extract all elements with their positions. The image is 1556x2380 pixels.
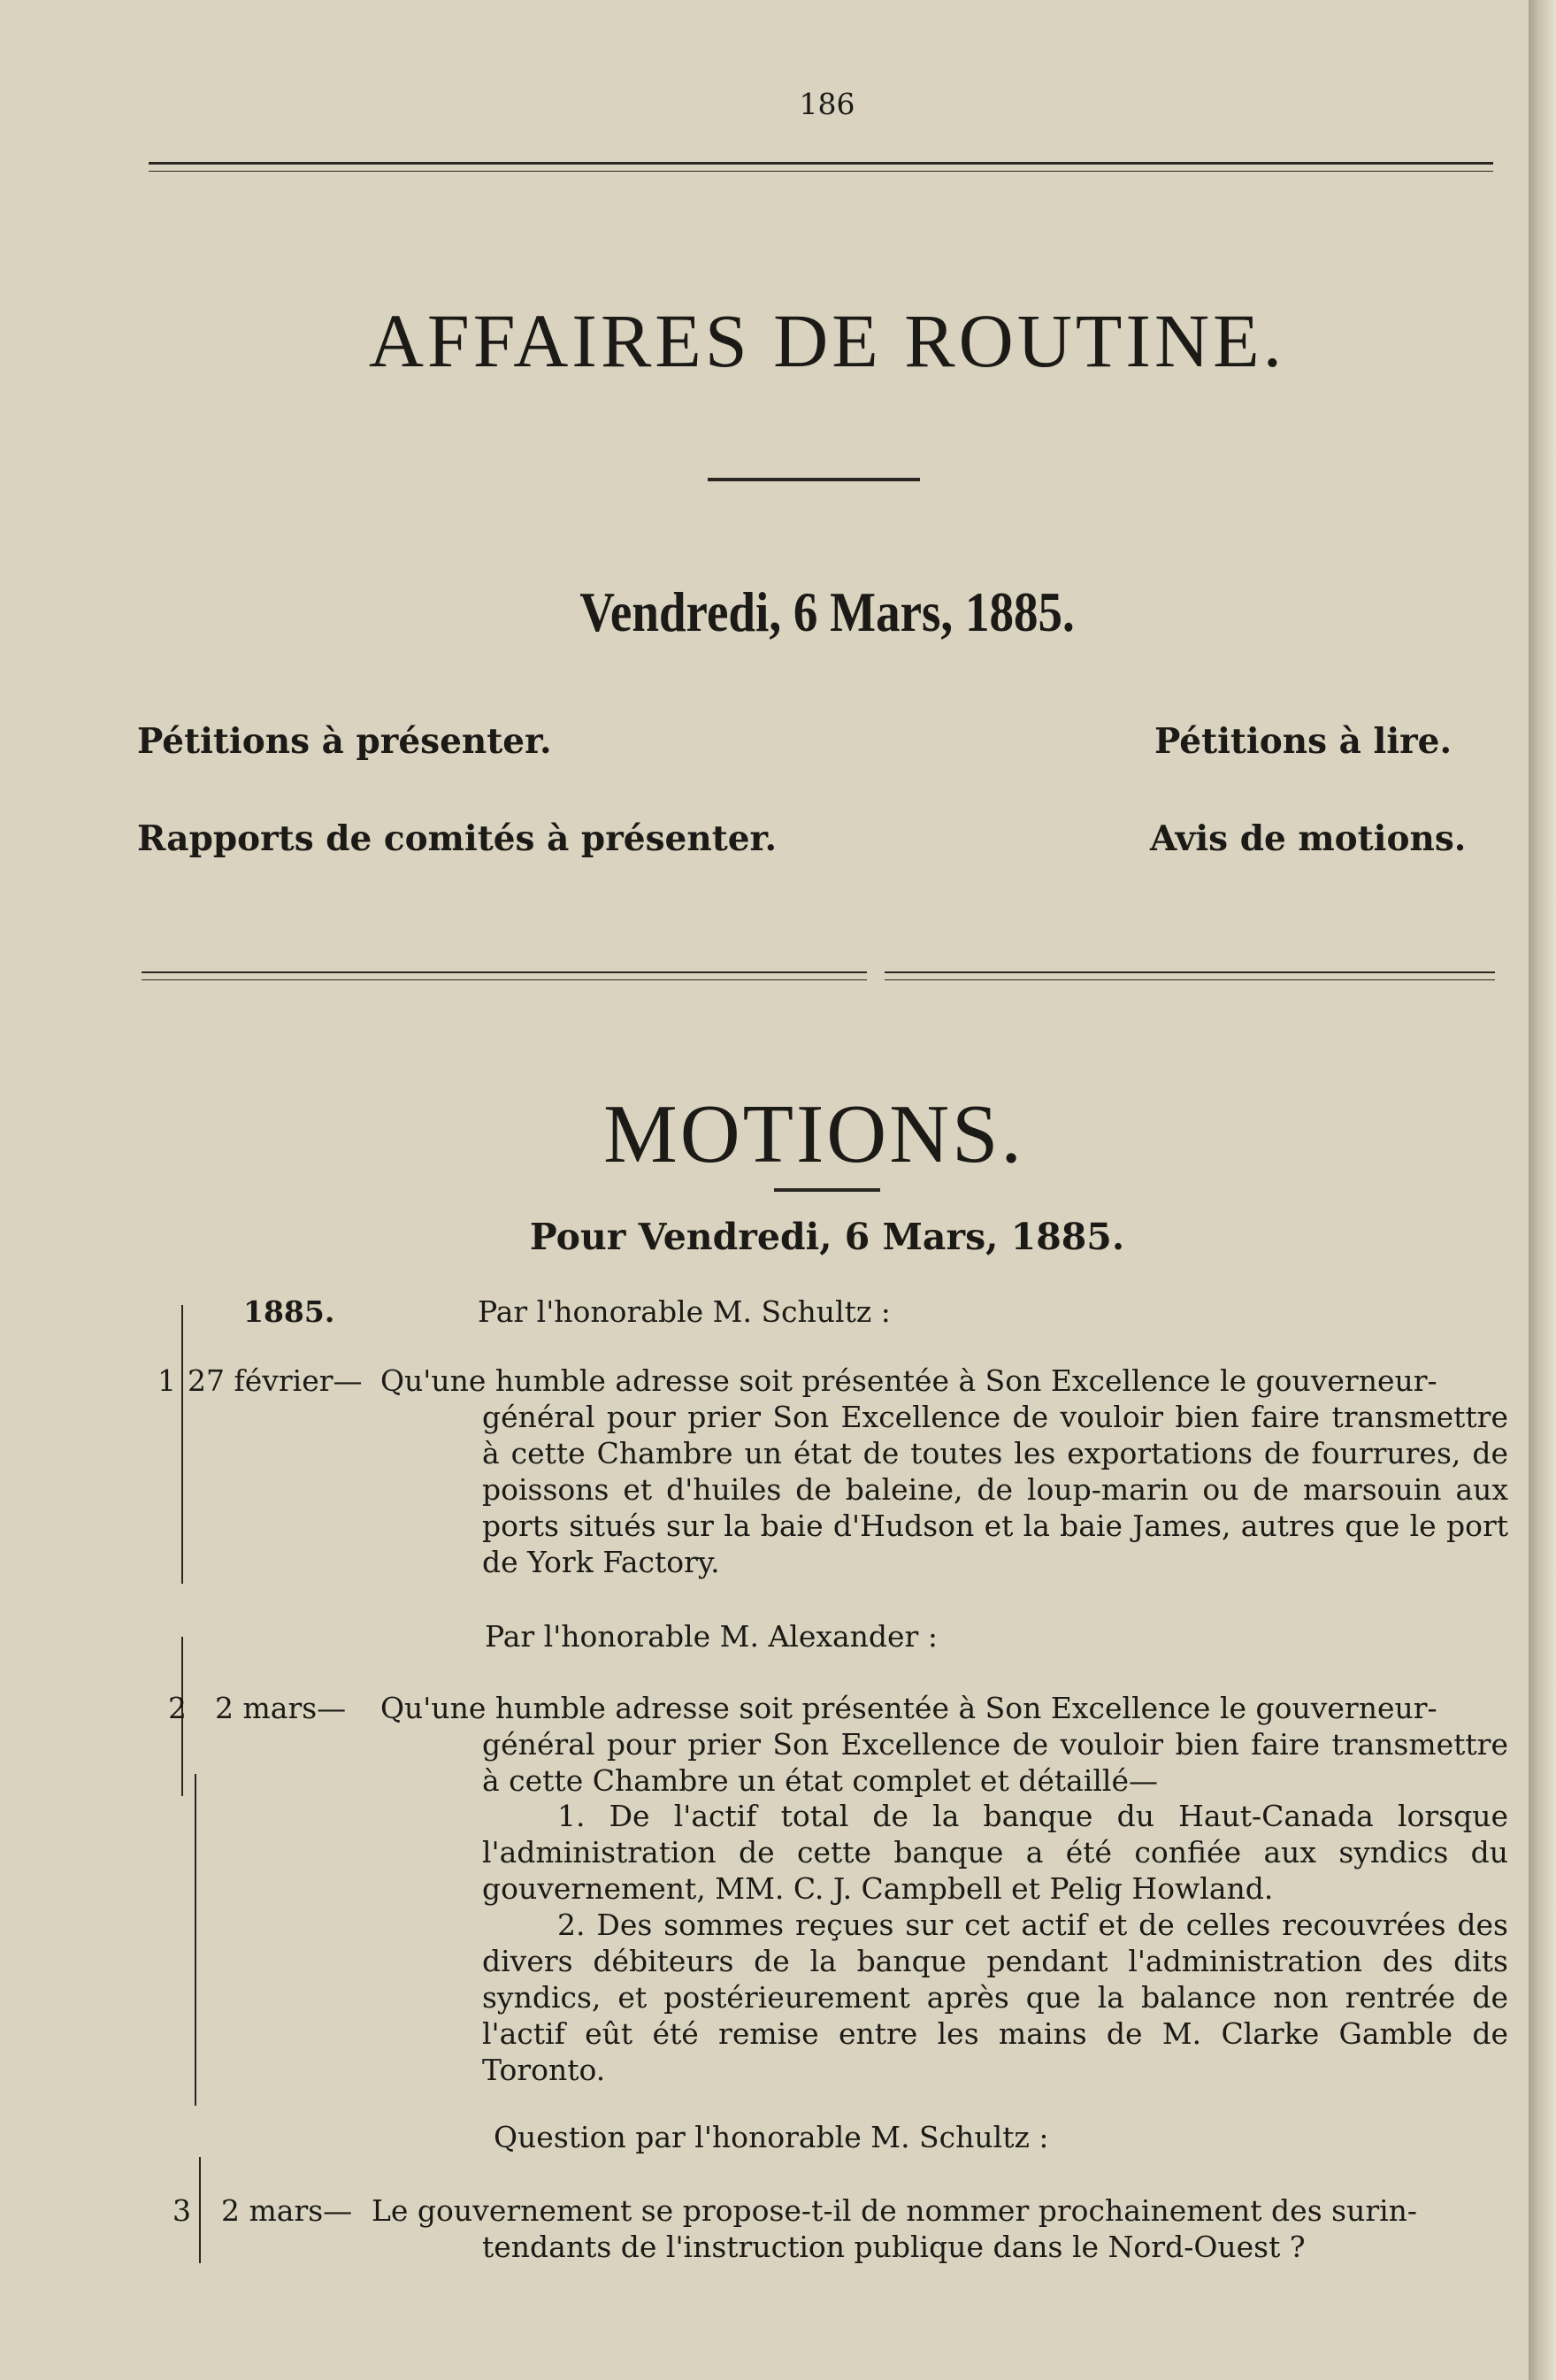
motions-for-heading: Pour Vendredi, 6 Mars, 1885. (529, 1216, 1125, 1258)
motions-title: MOTIONS. (603, 1088, 1024, 1180)
motion-number: 3 (172, 2193, 191, 2228)
motion-sub-item: 1. De l'actif total de la banque du Haut-Canada lorsque l'administration de cette banque a été confiée aux syndics du gouvernement, MM. C. J. Campbell et Pelig Howland. (482, 1799, 1508, 1906)
motion-text: tendants de l'instruction publique dans le Nord-Ouest ? (482, 2230, 1306, 2264)
motion-first-line: Le gouvernement se propose-t-il de nommer prochainement des surin- (372, 2193, 1418, 2228)
header-rule-thick (149, 162, 1493, 165)
page-edge (1529, 0, 1556, 2380)
motion-text: général pour prier Son Excellence de vouloir bien faire transmettre à cette Chambre un état complet et détaillé— (482, 1727, 1508, 1798)
divider-left-thin (142, 979, 867, 980)
motion-first-line: Qu'une humble adresse soit présentée à Son Excellence le gouverneur- (380, 1363, 1437, 1398)
header-rule-thin (149, 171, 1493, 172)
motion-mover: Par l'honorable M. Alexander : (485, 1619, 938, 1654)
motion-text: général pour prier Son Excellence de vouloir bien faire transmettre à cette Chambre un état de toutes les exportations de fourrures, de poissons et d'huiles de baleine, de loup-marin ou de marsouin aux ports situés sur la baie d'Hudson et la baie James, autres que le port de York Factory. (482, 1400, 1508, 1579)
motion-number: 2 (168, 1691, 187, 1725)
page-number: 186 (799, 87, 855, 121)
title-divider (708, 478, 920, 481)
motion-date: 2 mars— (221, 2193, 353, 2228)
petitions-read-label: Pétitions à lire. (1154, 721, 1453, 762)
motion-first-line: Qu'une humble adresse soit présentée à Son Excellence le gouverneur- (380, 1691, 1437, 1725)
section-title: AFFAIRES DE ROUTINE. (368, 298, 1286, 383)
motion-date: 27 février— (188, 1363, 363, 1398)
margin-rule (195, 1774, 196, 2106)
divider-left-thick (142, 971, 867, 973)
motion-date: 2 mars— (215, 1691, 347, 1725)
margin-rule (181, 1305, 183, 1584)
divider-right-thick (885, 971, 1495, 973)
motion-mover: Par l'honorable M. Schultz : (478, 1294, 891, 1329)
margin-rule (199, 2157, 201, 2263)
year-label: 1885. (243, 1294, 335, 1329)
notices-of-motion-label: Avis de motions. (1150, 818, 1467, 859)
divider-right-thin (885, 979, 1495, 980)
committee-reports-label: Rapports de comités à présenter. (137, 818, 778, 859)
motion-sub-item: 2. Des sommes reçues sur cet actif et de celles recouvrées des divers débiteurs de la banque pendant l'administration des dits syndics, et postérieurement après que la balance non rentrée de l'actif eût été remise entre les mains de M. Clarke Gamble de Toronto. (482, 1908, 1508, 2087)
motions-divider (774, 1188, 880, 1192)
petitions-present-label: Pétitions à présenter. (137, 721, 552, 762)
sitting-date: Vendredi, 6 Mars, 1885. (579, 580, 1075, 643)
motion-number: 1 (157, 1363, 176, 1398)
question-mover: Question par l'honorable M. Schultz : (494, 2120, 1049, 2154)
